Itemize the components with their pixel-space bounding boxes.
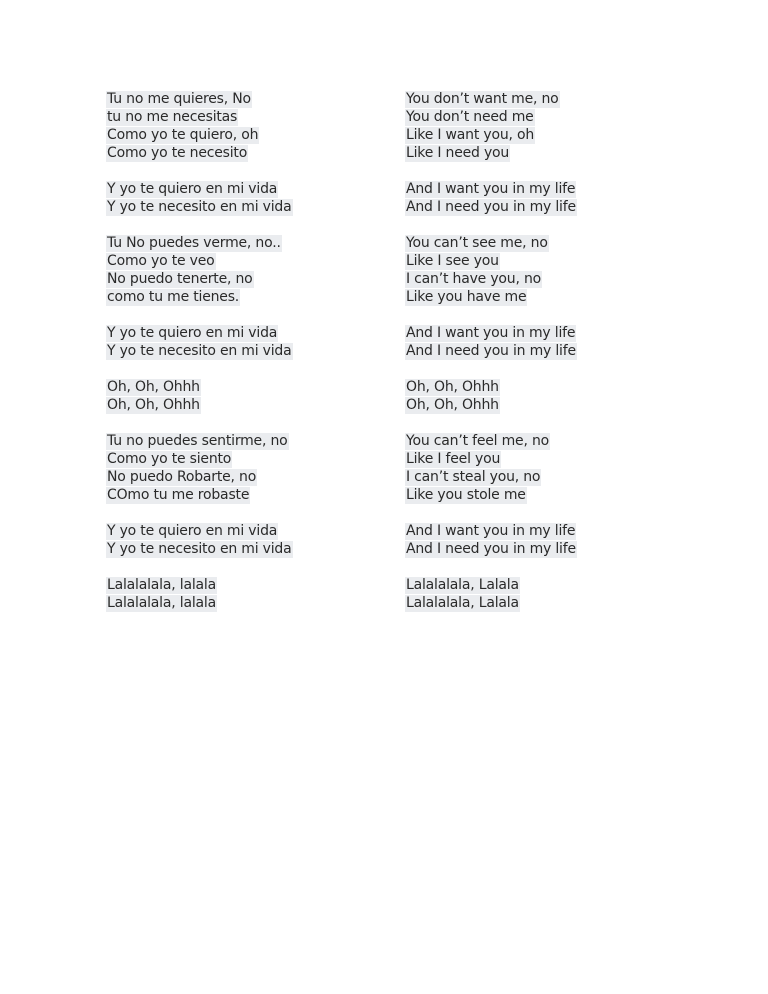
- lyric-line: [405, 251, 577, 269]
- stanza: [106, 521, 293, 557]
- lyric-text: Like you have me: [406, 289, 527, 305]
- lyric-line: [106, 467, 293, 485]
- lyric-line: [106, 233, 293, 251]
- lyric-line: [405, 143, 577, 161]
- lyric-text: You can’t feel me, no: [406, 433, 550, 449]
- lyric-line: [106, 377, 293, 395]
- lyric-text: Tu no me quieres, No: [107, 91, 251, 107]
- lyric-text: And I need you in my life: [406, 199, 576, 215]
- lyric-text: Como yo te siento: [107, 451, 232, 467]
- lyric-text: Oh, Oh, Ohhh: [406, 379, 499, 395]
- lyric-line: [106, 395, 293, 413]
- lyric-line: [405, 449, 577, 467]
- lyric-line: [106, 179, 293, 197]
- lyric-line: [106, 125, 293, 143]
- lyric-line: [405, 521, 577, 539]
- lyric-line: [405, 485, 577, 503]
- lyric-text: Like I need you: [406, 145, 510, 161]
- stanza: [106, 89, 293, 161]
- lyric-line: [405, 107, 577, 125]
- lyric-line: [106, 89, 293, 107]
- lyric-text: And I need you in my life: [406, 343, 576, 359]
- lyric-line: [405, 233, 577, 251]
- stanza: [405, 377, 577, 413]
- lyric-line: [405, 593, 577, 611]
- lyric-text: Tu No puedes verme, no..: [107, 235, 281, 251]
- lyric-line: [106, 251, 293, 269]
- lyric-line: [405, 125, 577, 143]
- lyric-text: Lalalalala, lalala: [107, 577, 216, 593]
- lyric-text: Like I want you, oh: [406, 127, 535, 143]
- lyric-text: I can’t have you, no: [406, 271, 541, 287]
- lyric-text: como tu me tienes.: [107, 289, 240, 305]
- lyric-text: Y yo te quiero en mi vida: [107, 181, 278, 197]
- lyric-line: [106, 521, 293, 539]
- lyric-text: Like I feel you: [406, 451, 501, 467]
- lyric-text: You don’t need me: [406, 109, 534, 125]
- lyric-text: Like you stole me: [406, 487, 526, 503]
- lyric-text: I can’t steal you, no: [406, 469, 541, 485]
- stanza: [106, 575, 293, 611]
- lyric-line: [106, 449, 293, 467]
- lyric-text: No puedo tenerte, no: [107, 271, 253, 287]
- lyric-line: [405, 197, 577, 215]
- lyric-line: [405, 467, 577, 485]
- lyric-line: [405, 269, 577, 287]
- stanza: [106, 323, 293, 359]
- lyric-line: [405, 323, 577, 341]
- stanza: [405, 431, 577, 503]
- lyric-line: [405, 539, 577, 557]
- lyric-text: You can’t see me, no: [406, 235, 548, 251]
- english-lyrics-column: [405, 89, 577, 629]
- stanza: [405, 521, 577, 557]
- lyric-text: And I want you in my life: [406, 325, 576, 341]
- lyric-text: Como yo te quiero, oh: [107, 127, 259, 143]
- lyric-line: [106, 107, 293, 125]
- lyric-text: Y yo te quiero en mi vida: [107, 325, 278, 341]
- stanza: [405, 323, 577, 359]
- lyric-text: Tu no puedes sentirme, no: [107, 433, 288, 449]
- lyric-text: Lalalalala, lalala: [107, 595, 216, 611]
- lyric-text: Lalalalala, Lalala: [406, 577, 519, 593]
- lyric-line: [106, 287, 293, 305]
- stanza: [106, 431, 293, 503]
- lyric-line: [106, 143, 293, 161]
- lyric-line: [106, 575, 293, 593]
- lyric-line: [106, 323, 293, 341]
- stanza: [106, 233, 293, 305]
- lyric-line: [405, 179, 577, 197]
- lyric-text: No puedo Robarte, no: [107, 469, 257, 485]
- lyric-text: Y yo te necesito en mi vida: [107, 343, 292, 359]
- lyric-text: Oh, Oh, Ohhh: [107, 379, 200, 395]
- stanza: [106, 377, 293, 413]
- lyric-text: And I want you in my life: [406, 523, 576, 539]
- lyric-line: [106, 269, 293, 287]
- lyric-text: You don’t want me, no: [406, 91, 559, 107]
- stanza: [405, 89, 577, 161]
- lyric-text: Oh, Oh, Ohhh: [107, 397, 200, 413]
- lyric-line: [405, 575, 577, 593]
- lyric-text: Oh, Oh, Ohhh: [406, 397, 499, 413]
- lyric-line: [106, 197, 293, 215]
- lyric-line: [405, 341, 577, 359]
- lyric-line: [405, 431, 577, 449]
- stanza: [106, 179, 293, 215]
- lyric-line: [106, 593, 293, 611]
- stanza: [405, 233, 577, 305]
- lyric-text: COmo tu me robaste: [107, 487, 250, 503]
- lyric-text: And I need you in my life: [406, 541, 576, 557]
- lyric-line: [106, 431, 293, 449]
- lyric-text: tu no me necesitas: [107, 109, 238, 125]
- lyric-line: [405, 89, 577, 107]
- lyric-line: [106, 341, 293, 359]
- lyric-text: Y yo te necesito en mi vida: [107, 199, 292, 215]
- lyric-text: Como yo te necesito: [107, 145, 248, 161]
- stanza: [405, 575, 577, 611]
- lyric-text: Lalalalala, Lalala: [406, 595, 519, 611]
- lyric-line: [405, 395, 577, 413]
- lyric-line: [106, 539, 293, 557]
- spanish-lyrics-column: [106, 89, 293, 629]
- lyric-text: Y yo te quiero en mi vida: [107, 523, 278, 539]
- lyric-line: [106, 485, 293, 503]
- lyric-text: And I want you in my life: [406, 181, 576, 197]
- lyric-text: Y yo te necesito en mi vida: [107, 541, 292, 557]
- stanza: [405, 179, 577, 215]
- lyric-line: [405, 287, 577, 305]
- lyric-text: Como yo te veo: [107, 253, 215, 269]
- lyric-text: Like I see you: [406, 253, 499, 269]
- lyric-line: [405, 377, 577, 395]
